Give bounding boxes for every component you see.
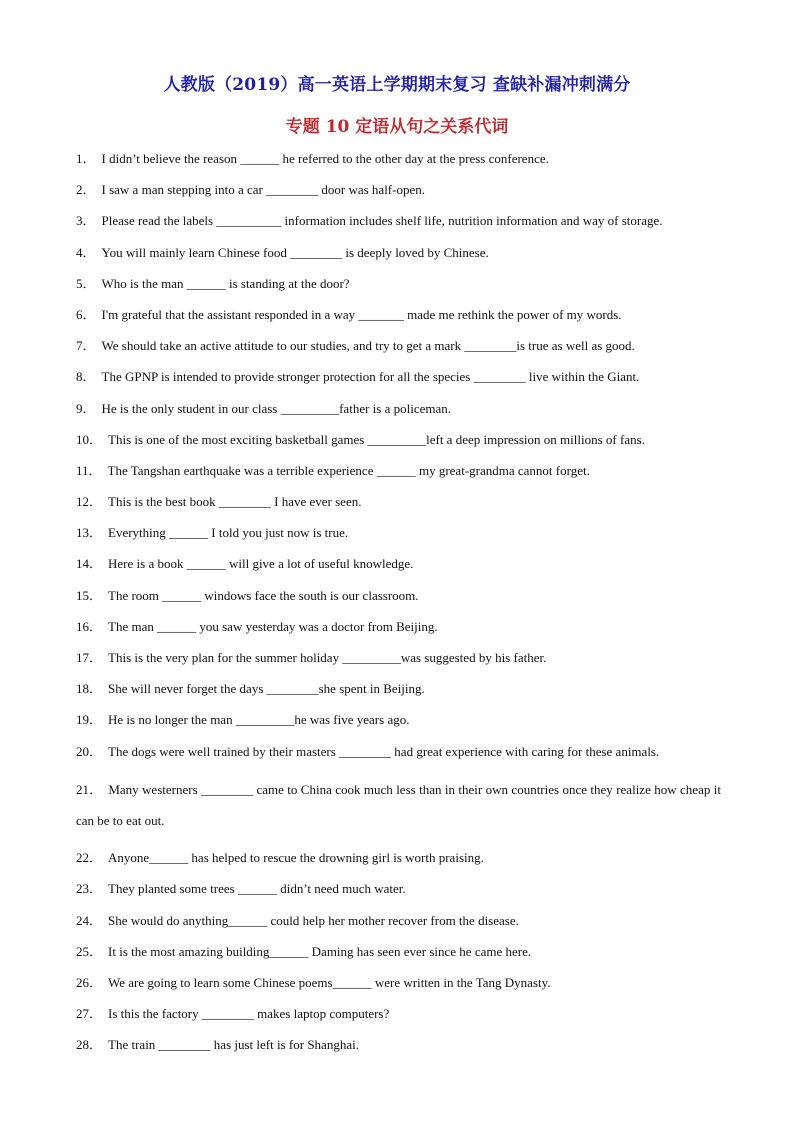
question-text: The GPNP is intended to provide stronger protection for all the species ________ live within the Giant. <box>101 369 640 385</box>
question-item <box>76 774 721 836</box>
question-text: You will mainly learn Chinese food ________ is deeply loved by Chinese. <box>101 244 489 260</box>
question-text: He is no longer the man _________he was five years ago. <box>108 712 410 728</box>
question-text: She would do anything______ could help her mother recover from the disease. <box>108 912 519 928</box>
question-item <box>76 1005 721 1036</box>
question-text: The train ________ has just left is for Shanghai. <box>108 1037 359 1053</box>
question-number: 24． <box>76 912 103 928</box>
question-number: 15． <box>76 587 103 603</box>
question-item <box>76 649 721 680</box>
question-text: I didn’t believe the reason ______ he referred to the other day at the press conference. <box>101 151 549 166</box>
question-text: Everything ______ I told you just now is true. <box>108 525 349 541</box>
question-text: Please read the labels __________ information includes shelf life, nutrition information and way of storage. <box>101 213 663 229</box>
question-item <box>76 555 721 586</box>
question-number: 4． <box>76 244 96 260</box>
question-item <box>76 1036 721 1067</box>
question-number: 14． <box>76 556 103 572</box>
question-item <box>76 587 721 618</box>
question-list <box>76 150 721 1067</box>
question-number: 1． <box>76 151 96 166</box>
question-text: Is this the factory ________ makes laptop computers? <box>108 1006 390 1022</box>
question-number: 8． <box>76 369 96 385</box>
question-item <box>76 212 721 243</box>
document-subtitle: 专题 10 定语从句之关系代词 <box>285 117 509 137</box>
question-text: The room ______ windows face the south is our classroom. <box>108 587 419 603</box>
question-text: We should take an active attitude to our studies, and try to get a mark ________is true as well as good. <box>101 338 635 354</box>
question-number: 12． <box>76 494 103 510</box>
question-number: 19． <box>76 712 103 728</box>
question-item <box>76 244 721 275</box>
question-item <box>76 743 721 774</box>
question-item <box>76 680 721 711</box>
question-text: He is the only student in our class _________father is a policeman. <box>101 400 451 416</box>
question-number: 18． <box>76 681 103 697</box>
question-number: 23． <box>76 881 103 897</box>
question-item <box>76 181 721 212</box>
question-number: 2． <box>76 182 96 198</box>
question-item <box>76 368 721 399</box>
question-text: This is the best book ________ I have ever seen. <box>108 494 362 510</box>
question-text: They planted some trees ______ didn’t need much water. <box>108 881 406 897</box>
question-text: She will never forget the days ________she spent in Beijing. <box>108 681 425 697</box>
document-title: 人教版（2019）高一英语上学期期末复习 查缺补漏冲刺满分 <box>163 75 631 95</box>
question-number: 26． <box>76 974 103 990</box>
question-number: 28． <box>76 1037 103 1053</box>
question-text: It is the most amazing building______ Daming has seen ever since he came here. <box>108 943 532 959</box>
question-item <box>76 150 721 181</box>
question-number: 21． <box>76 781 103 797</box>
question-number: 7． <box>76 338 96 354</box>
question-number: 27． <box>76 1006 103 1022</box>
question-number: 6． <box>76 306 96 322</box>
question-item <box>76 912 721 943</box>
question-number: 22． <box>76 850 103 866</box>
question-item <box>76 306 721 337</box>
question-text: The man ______ you saw yesterday was a doctor from Beijing. <box>108 618 438 634</box>
question-text: Many westerners ________ came to China cook much less than in their own countries once they realize how cheap it can be to eat out. <box>76 781 721 828</box>
question-number: 9． <box>76 400 96 416</box>
question-item <box>76 849 721 880</box>
question-number: 11． <box>76 462 102 478</box>
question-item <box>76 462 721 493</box>
question-text: I saw a man stepping into a car ________ door was half-open. <box>101 182 425 198</box>
question-item <box>76 711 721 742</box>
question-number: 3． <box>76 213 96 229</box>
question-number: 17． <box>76 650 103 665</box>
question-text: This is the very plan for the summer holiday _________was suggested by his father. <box>108 650 547 665</box>
question-number: 16． <box>76 618 103 634</box>
question-item <box>76 400 721 431</box>
question-number: 10． <box>76 431 103 447</box>
question-text: Anyone______ has helped to rescue the drowning girl is worth praising. <box>108 850 484 866</box>
question-item <box>76 974 721 1005</box>
question-item <box>76 431 721 462</box>
question-number: 5． <box>76 275 96 291</box>
question-item <box>76 880 721 911</box>
question-item <box>76 524 721 555</box>
question-item <box>76 337 721 368</box>
question-number: 20． <box>76 743 103 759</box>
question-text: Here is a book ______ will give a lot of useful knowledge. <box>108 556 414 572</box>
question-text: The dogs were well trained by their masters ________ had great experience with caring for these animals. <box>108 743 660 759</box>
question-text: The Tangshan earthquake was a terrible experience ______ my great-grandma cannot forget. <box>107 462 590 478</box>
question-text: Who is the man ______ is standing at the door? <box>101 275 350 291</box>
question-number: 25． <box>76 943 103 959</box>
question-item <box>76 275 721 306</box>
question-item <box>76 943 721 974</box>
question-text: We are going to learn some Chinese poems______ were written in the Tang Dynasty. <box>108 974 551 990</box>
question-item <box>76 493 721 524</box>
question-text: This is one of the most exciting basketball games _________left a deep impression on millions of fans. <box>108 431 645 447</box>
question-text: I'm grateful that the assistant responded in a way _______ made me rethink the power of my words. <box>101 306 622 322</box>
question-number: 13． <box>76 525 103 541</box>
question-item <box>76 618 721 649</box>
